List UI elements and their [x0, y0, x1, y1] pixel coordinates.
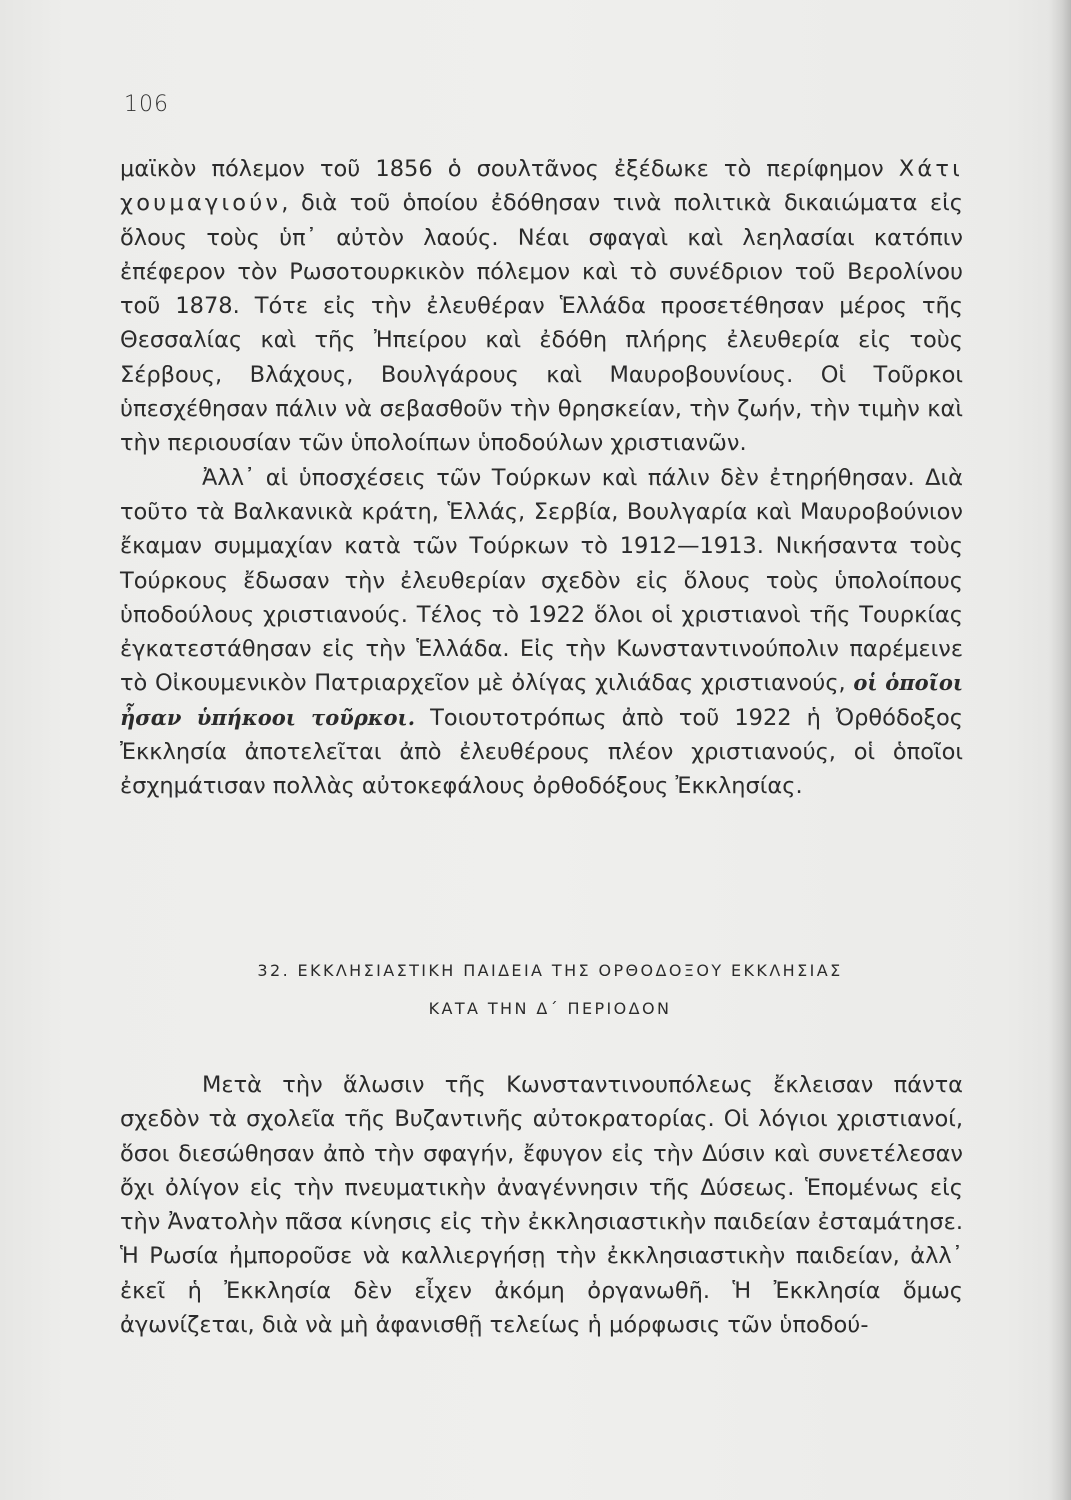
text-block-top — [120, 152, 963, 804]
paragraph-2-part-2: Τοιουτοτρόπως ἀπὸ τοῦ 1922 ἡ Ὀρθόδοξος Ἐκκλησία ἀποτελεῖται ἀπὸ ἐλευθέρους πλέον χριστιανούς, οἱ ὁποῖοι ἐσχημάτισαν πολλὰς αὐτοκεφάλους ὀρθοδόξους Ἐκκλησίας. — [120, 704, 963, 800]
section-heading-line-2: ΚΑΤΑ ΤΗΝ Δ΄ ΠΕΡΙΟΔΟΝ — [428, 999, 672, 1018]
section-heading-line-1: 32. ΕΚΚΛΗΣΙΑΣΤΙΚΗ ΠΑΙΔΕΙΑ ΤΗΣ ΟΡΘΟΔΟΞΟΥ ΕΚΚΛΗΣΙΑΣ — [257, 961, 843, 980]
page-number: 106 — [124, 92, 169, 117]
paragraph-3: Μετὰ τὴν ἅλωσιν τῆς Κωνσταντινουπόλεως ἔκλεισαν πάντα σχεδὸν τὰ σχολεῖα τῆς Βυζαντινῆς αὐτοκρατορίας. Οἱ λόγιοι χριστιανοί, ὅσοι διεσώθησαν ἀπὸ τὴν σφαγήν, ἔφυγον εἰς τὴν Δύσιν καὶ συνετέλεσαν ὄχι ὀλίγον εἰς τὴν πνευματικὴν ἀναγέννησιν τῆς Δύσεως. Ἑπομένως εἰς τὴν Ἀνατολὴν πᾶσα κίνησις εἰς τὴν ἐκκλησιαστικὴν παιδείαν ἐσταμάτησε. Ἡ Ρωσία ἠμποροῦσε νὰ καλλιεργήσῃ τὴν ἐκκλησιαστικὴν παιδείαν, ἀλλ᾽ ἐκεῖ ἡ Ἐκκλησία δὲν εἶχεν ἀκόμη ὀργανωθῆ. Ἡ Ἐκκλησία ὅμως ἀγωνίζεται, διὰ νὰ μὴ ἀφανισθῇ τελείως ἡ μόρφωσις τῶν ὑποδού- — [120, 1072, 963, 1339]
spaced-term: Χάτι χουμαγιούν — [120, 156, 963, 217]
spine-shadow — [1049, 0, 1071, 1500]
text-block-bottom — [120, 1068, 963, 1342]
emphasized-phrase: οἱ ὁποῖοι ἦσαν ὑπήκοοι τοῦρκοι. — [120, 670, 964, 730]
paragraph-2 — [120, 461, 963, 804]
paragraph-1-part-1: μαϊκὸν πόλεμον τοῦ 1856 ὁ σουλτᾶνος ἐξέδωκε τὸ περίφημον — [120, 156, 899, 182]
paragraph-1 — [120, 152, 963, 461]
paragraph-1-part-2: , διὰ τοῦ ὁποίου ἐδόθησαν τινὰ πολιτικὰ δικαιώματα εἰς ὅλους τοὺς ὑπ᾽ αὐτὸν λαούς. Νέαι σφαγαὶ καὶ λεηλασίαι κατόπιν ἐπέφερον τὸν Ρωσοτουρκικὸν πόλεμον καὶ τὸ συνέδριον τοῦ Βερολίνου τοῦ 1878. Τότε εἰς τὴν ἐλευθέραν Ἑλλάδα προσετέθησαν μέρος τῆς Θεσσαλίας καὶ τῆς Ἠπείρου καὶ ἐδόθη πλήρης ἐλευθερία εἰς τοὺς Σέρβους, Βλάχους, Βουλγάρους καὶ Μαυροβουνίους. Οἱ Τοῦρκοι ὑπεσχέθησαν πάλιν νὰ σεβασθοῦν τὴν θρησκείαν, τὴν ζωήν, τὴν τιμὴν καὶ τὴν περιουσίαν τῶν ὑπολοίπων ὑποδούλων χριστιανῶν. — [120, 190, 963, 457]
paragraph-2-part-1: Ἀλλ᾽ αἱ ὑποσχέσεις τῶν Τούρκων καὶ πάλιν δὲν ἐτηρήθησαν. Διὰ τοῦτο τὰ Βαλκανικὰ κράτη, Ἑλλάς, Σερβία, Βουλγαρία καὶ Μαυροβούνιον ἔκαμαν συμμαχίαν κατὰ τῶν Τούρκων τὸ 1912—1913. Νικήσαντα τοὺς Τούρκους ἔδωσαν τὴν ἐλευθερίαν σχεδὸν εἰς ὅλους τοὺς ὑπολοίπους ὑποδούλους χριστιανούς. Τέλος τὸ 1922 ὅλοι οἱ χριστιανοὶ τῆς Τουρκίας ἐγκατεστάθησαν εἰς τὴν Ἑλλάδα. Εἰς τὴν Κωνσταντινούπολιν παρέμεινε τὸ Οἰκουμενικὸν Πατριαρχεῖον μὲ ὀλίγας χιλιάδας χριστιανούς, — [120, 464, 963, 697]
